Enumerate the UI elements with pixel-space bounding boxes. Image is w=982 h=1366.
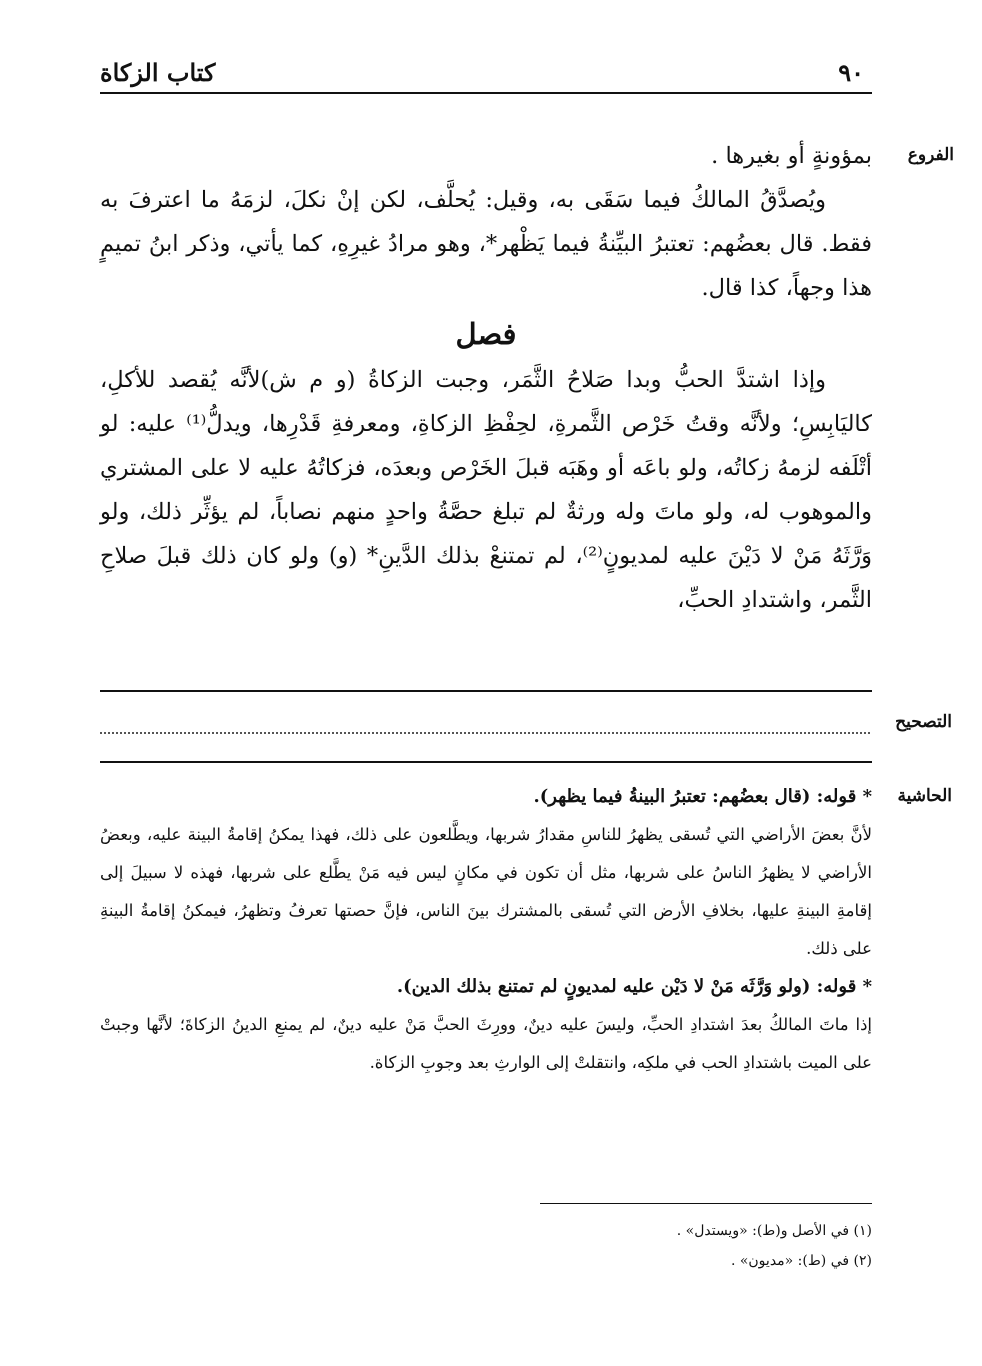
- side-label-tashih: التصحيح: [895, 712, 952, 732]
- page-number: ٩٠: [838, 58, 864, 87]
- hashiya-comment-2: إذا ماتَ المالكُ بعدَ اشتدادِ الحبِّ، وليسَ عليه دينٌ، وورِثَ الحبَّ مَنْ عليه دينٌ، لم يمنعِ الدينُ الزكاةَ؛ لأنَّها وجبتْ على الميت باشتدادِ الحب في ملكِه، وانتقلتْ إلى الوارثِ بعد وجوبِ الزكاة.: [100, 1015, 872, 1072]
- page-header: [100, 58, 872, 94]
- section-heading: فصل: [455, 317, 517, 351]
- running-title: كتاب الزكاة: [100, 58, 216, 87]
- footnotes: [100, 1216, 872, 1276]
- main-text: [100, 134, 872, 622]
- paragraph-2: وإذا اشتدَّ الحبُّ وبدا صَلاحُ الثَّمَر، وجبت الزكاةُ (و م ش)لأنَّه يُقصد للأكلِ، كاليَابِسِ؛ ولأنَّه وقتُ خَرْص الثَّمرةِ، لحِفْظِ الزكاةِ، ومعرفةِ قَدْرِها، ويدلُّ⁽¹⁾ عليه: لو أتْلَفه لزمهُ زكاتُه، ولو باعَه أو وهَبَه قبلَ الخَرْص وبعدَه، فزكاتُهُ عليه لا على المشتري والموهوب له، ولو ماتَ وله ورثةٌ لم تبلغ حصَّةُ واحدٍ منهم نصاباً، لم يؤثِّر ذلك، ولو وَرَّثَهُ مَنْ لا دَيْنَ عليه لمديونٍ⁽²⁾، لم تمتنعْ بذلك الدَّينِ* (و) ولو كان ذلك قبلَ صلاحِ الثَّمر، واشتدادِ الحبِّ،: [100, 367, 872, 613]
- footnote-rule: [540, 1203, 872, 1204]
- hashiya-comment-1: لأنَّ بعضَ الأراضي التي تُسقى يظهرُ للناسِ مقدارُ شربها، ويطَّلعون على ذلك، فهذا يمكنُ إقامةُ البينة عليه، وبعضُ الأراضي لا يظهرُ الناسُ على شربها، مثل أن تكون في مكانٍ ليس فيه مَنْ يطَّلع على شربها، فهذه لا سبيلَ إلى إقامةِ البينةِ عليها، بخلافِ الأرض التي تُسقى بالمشترك بينَ الناس، فإنَّ حصتها تعرفُ وتظهرُ، فيمكنُ إقامةُ البينةِ على ذلك.: [100, 825, 872, 958]
- tashih-dotted-line: [100, 722, 870, 734]
- paragraph-1: ويُصدَّقُ المالكُ فيما سَقَى به، وقيل: يُحلَّف، لكن إنْ نكلَ، لزمَهُ ما اعترفَ به فقط. قال بعضُهم: تعتبرُ البيِّنةُ فيما يَظْهر*، وهو مرادُ غيرِهِ، كما يأتي، وذكر ابنُ تميمٍ هذا وجهاً، كذا قال.: [100, 187, 872, 301]
- hashiya-quote-1: * قوله: (قال بعضُهم: تعتبرُ البينةُ فيما يظهر).: [533, 786, 872, 807]
- hashiya-rule: [100, 761, 872, 763]
- side-label-furu: الفروع: [907, 145, 954, 165]
- footnote-1: (١) في الأصل و(ط): «ويستدل» .: [676, 1223, 872, 1239]
- intro-line: بمؤونةٍ أو بغيرها .: [711, 143, 872, 169]
- main-text-rule: [100, 690, 872, 692]
- footnote-2: (٢) في (ط): «مديون» .: [730, 1253, 872, 1269]
- side-label-hashiya: الحاشية: [897, 786, 952, 806]
- hashiya-section: [100, 778, 872, 1082]
- hashiya-quote-2: * قوله: (ولو وَرَّثَه مَنْ لا دَيْن عليه لمديونٍ لم تمتنع بذلك الدين).: [396, 976, 872, 997]
